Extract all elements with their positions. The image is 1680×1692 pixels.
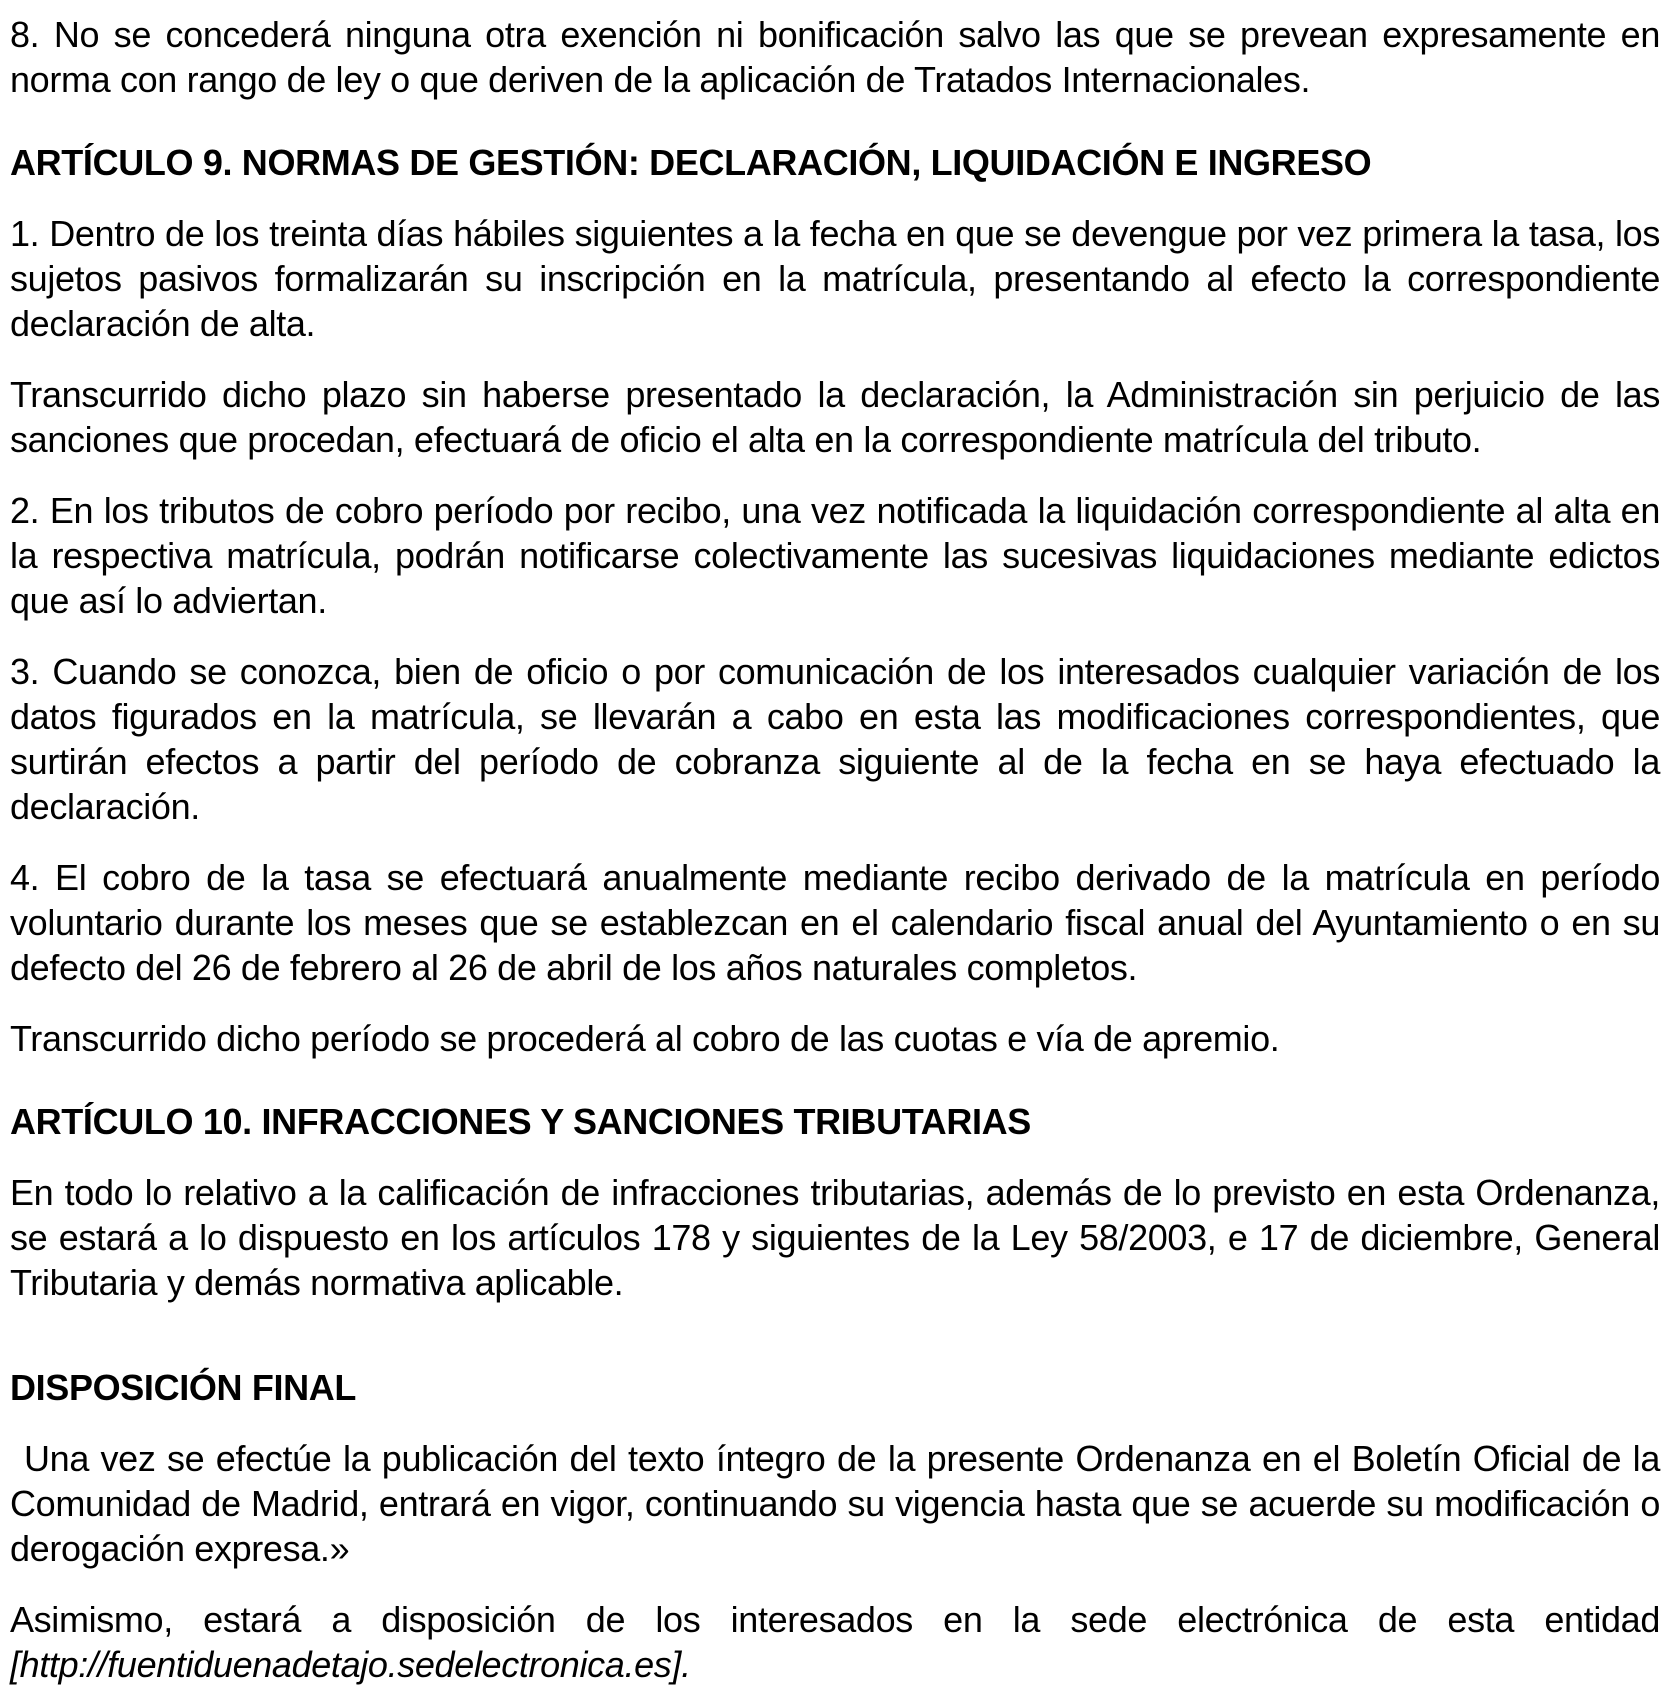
paragraph-sede-electronica bbox=[10, 1597, 1660, 1687]
paragraph-sede-electronica-text: Asimismo, estará a disposición de los interesados en la sede electrónica de esta entidad bbox=[10, 1599, 1660, 1640]
heading-articulo-9: ARTÍCULO 9. NORMAS DE GESTIÓN: DECLARACIÓN, LIQUIDACIÓN E INGRESO bbox=[10, 142, 1372, 183]
paragraph-variacion-datos: 3. Cuando se conozca, bien de oficio o por comunicación de los interesados cualquier variación de los datos figurados en la matrícula, se llevarán a cabo en esta las modificaciones correspondientes, que surtirán efectos a partir del período de cobranza siguiente al de la fecha en se haya efectuado la declaración. bbox=[10, 651, 1660, 827]
paragraph-alta-de-oficio: Transcurrido dicho plazo sin haberse presentado la declaración, la Administración sin perjuicio de las sanciones que procedan, efectuará de oficio el alta en la correspondiente matrícula del tributo. bbox=[10, 374, 1660, 460]
heading-articulo-10: ARTÍCULO 10. INFRACCIONES Y SANCIONES TRIBUTARIAS bbox=[10, 1101, 1031, 1142]
paragraph-via-de-apremio: Transcurrido dicho período se procederá al cobro de las cuotas e vía de apremio. bbox=[10, 1018, 1280, 1059]
sede-electronica-url: [http://fuentiduenadetajo.sedelectronica.es]. bbox=[10, 1644, 691, 1685]
paragraph-infracciones-tributarias: En todo lo relativo a la calificación de infracciones tributarias, además de lo previsto en esta Ordenanza, se estará a lo dispuesto en los artículos 178 y siguientes de la Ley 58/2003, e 17 de diciembre, General Tributaria y demás normativa aplicable. bbox=[10, 1172, 1660, 1303]
paragraph-notificacion-colectiva: 2. En los tributos de cobro período por recibo, una vez notificada la liquidación correspondiente al alta en la respectiva matrícula, podrán notificarse colectivamente las sucesivas liquidaciones mediante edictos que así lo adviertan. bbox=[10, 490, 1660, 621]
paragraph-cobro-anual: 4. El cobro de la tasa se efectuará anualmente mediante recibo derivado de la matrícula en período voluntario durante los meses que se establezcan en el calendario fiscal anual del Ayuntamiento o en su defecto del 26 de febrero al 26 de abril de los años naturales completos. bbox=[10, 857, 1660, 988]
paragraph-entrada-en-vigor: Una vez se efectúe la publicación del texto íntegro de la presente Ordenanza en el Boletín Oficial de la Comunidad de Madrid, entrará en vigor, continuando su vigencia hasta que se acuerde su modificación o derogación expresa.» bbox=[10, 1438, 1660, 1569]
paragraph-exenciones: 8. No se concederá ninguna otra exención ni bonificación salvo las que se prevean expresamente en norma con rango de ley o que deriven de la aplicación de Tratados Internacionales. bbox=[10, 14, 1660, 100]
paragraph-declaracion-alta: 1. Dentro de los treinta días hábiles siguientes a la fecha en que se devengue por vez primera la tasa, los sujetos pasivos formalizarán su inscripción en la matrícula, presentando al efecto la correspondiente declaración de alta. bbox=[10, 213, 1660, 344]
heading-disposicion-final: DISPOSICIÓN FINAL bbox=[10, 1367, 357, 1408]
